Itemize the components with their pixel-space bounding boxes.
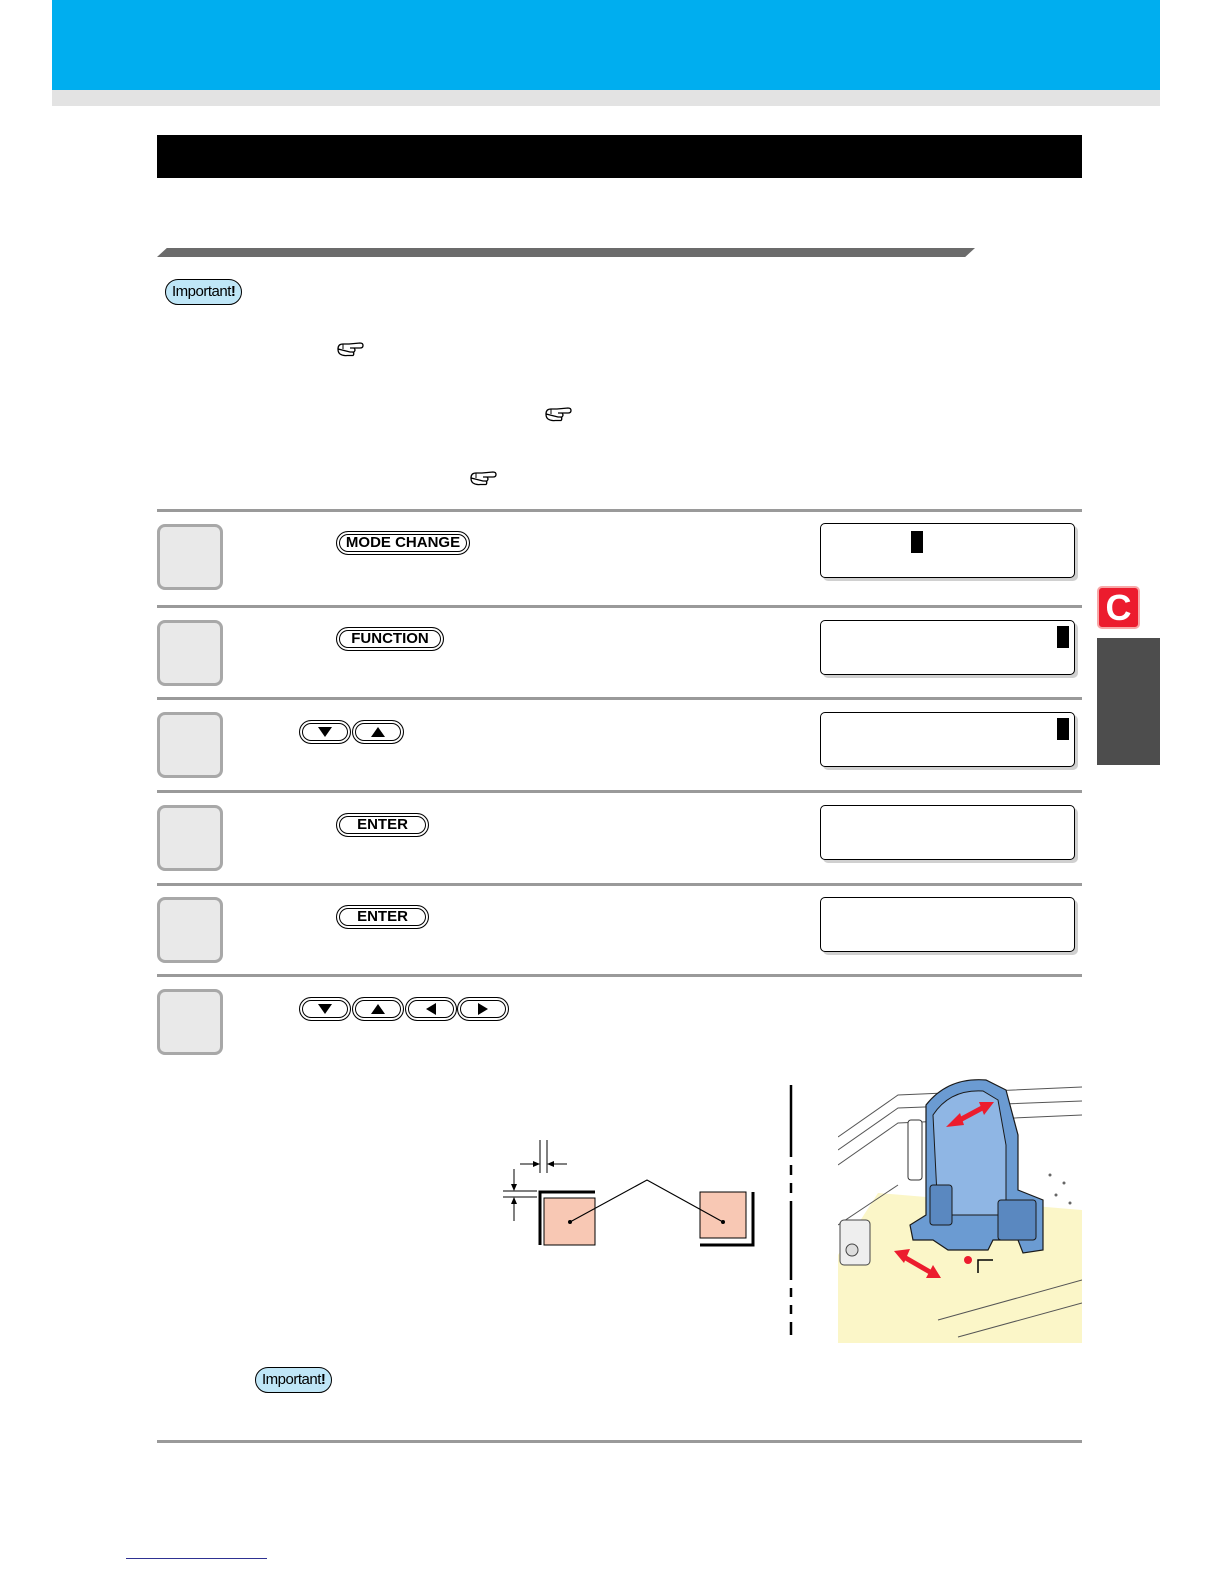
section-title-bar <box>157 135 1082 178</box>
important-bang: ! <box>320 1371 326 1388</box>
up-arrow-icon <box>370 1003 386 1015</box>
dimension-arrow <box>511 1184 517 1191</box>
step-separator <box>157 974 1082 977</box>
chapter-side-tab <box>1097 638 1160 765</box>
lcd-cursor <box>1057 718 1069 740</box>
step-number-box <box>157 897 223 963</box>
lcd-display <box>820 897 1075 952</box>
chapter-header-band <box>52 0 1160 90</box>
function-button[interactable]: FUNCTION <box>336 627 444 651</box>
enter-button[interactable]: ENTER <box>336 905 429 929</box>
register-mark-diagram <box>495 1135 765 1250</box>
left-arrow-icon <box>423 1003 439 1015</box>
important-bang: ! <box>230 283 236 300</box>
up-arrow-icon <box>370 726 386 738</box>
step-separator <box>157 509 1082 512</box>
pointing-hand-icon <box>544 405 572 423</box>
down-arrow-button[interactable] <box>299 997 351 1021</box>
step-separator <box>157 790 1082 793</box>
subsection-rule <box>157 248 975 257</box>
pointing-hand-icon <box>469 469 497 487</box>
up-arrow-button[interactable] <box>352 997 404 1021</box>
lcd-cursor <box>911 531 923 553</box>
step-separator <box>157 605 1082 608</box>
lcd-display <box>820 620 1075 675</box>
cutting-head-illustration <box>838 1075 1082 1343</box>
step-number-box <box>157 805 223 871</box>
important-badge <box>165 279 242 305</box>
sample-square-right <box>700 1192 746 1238</box>
step-separator <box>157 883 1082 886</box>
dimension-arrow <box>511 1197 517 1204</box>
right-arrow-button[interactable] <box>457 997 509 1021</box>
down-arrow-icon <box>317 726 333 738</box>
laser-pointer <box>964 1256 972 1264</box>
bottom-rule <box>157 1440 1082 1443</box>
lcd-display <box>820 523 1075 578</box>
mode-change-button[interactable]: MODE CHANGE <box>336 531 470 555</box>
important-label: Important <box>172 283 231 300</box>
chapter-c-tab[interactable]: C <box>1097 586 1140 629</box>
down-arrow-button[interactable] <box>299 720 351 744</box>
lcd-cursor <box>1057 626 1069 648</box>
right-arrow-icon <box>475 1003 491 1015</box>
dimension-arrow <box>547 1161 554 1167</box>
up-arrow-button[interactable] <box>352 720 404 744</box>
dimension-arrow <box>533 1161 540 1167</box>
pointing-hand-icon <box>336 340 364 358</box>
down-arrow-icon <box>317 1003 333 1015</box>
chapter-header-shadow <box>52 90 1160 106</box>
step-number-box <box>157 620 223 686</box>
footer-link-underline <box>126 1558 267 1559</box>
lcd-display <box>820 712 1075 767</box>
left-arrow-button[interactable] <box>405 997 457 1021</box>
step-number-box <box>157 989 223 1055</box>
step-number-box <box>157 524 223 590</box>
lcd-display <box>820 805 1075 860</box>
step-number-box <box>157 712 223 778</box>
important-badge <box>255 1367 332 1393</box>
vertical-divider <box>785 1085 797 1335</box>
important-label: Important <box>262 1371 321 1388</box>
enter-button[interactable]: ENTER <box>336 813 429 837</box>
step-separator <box>157 697 1082 700</box>
